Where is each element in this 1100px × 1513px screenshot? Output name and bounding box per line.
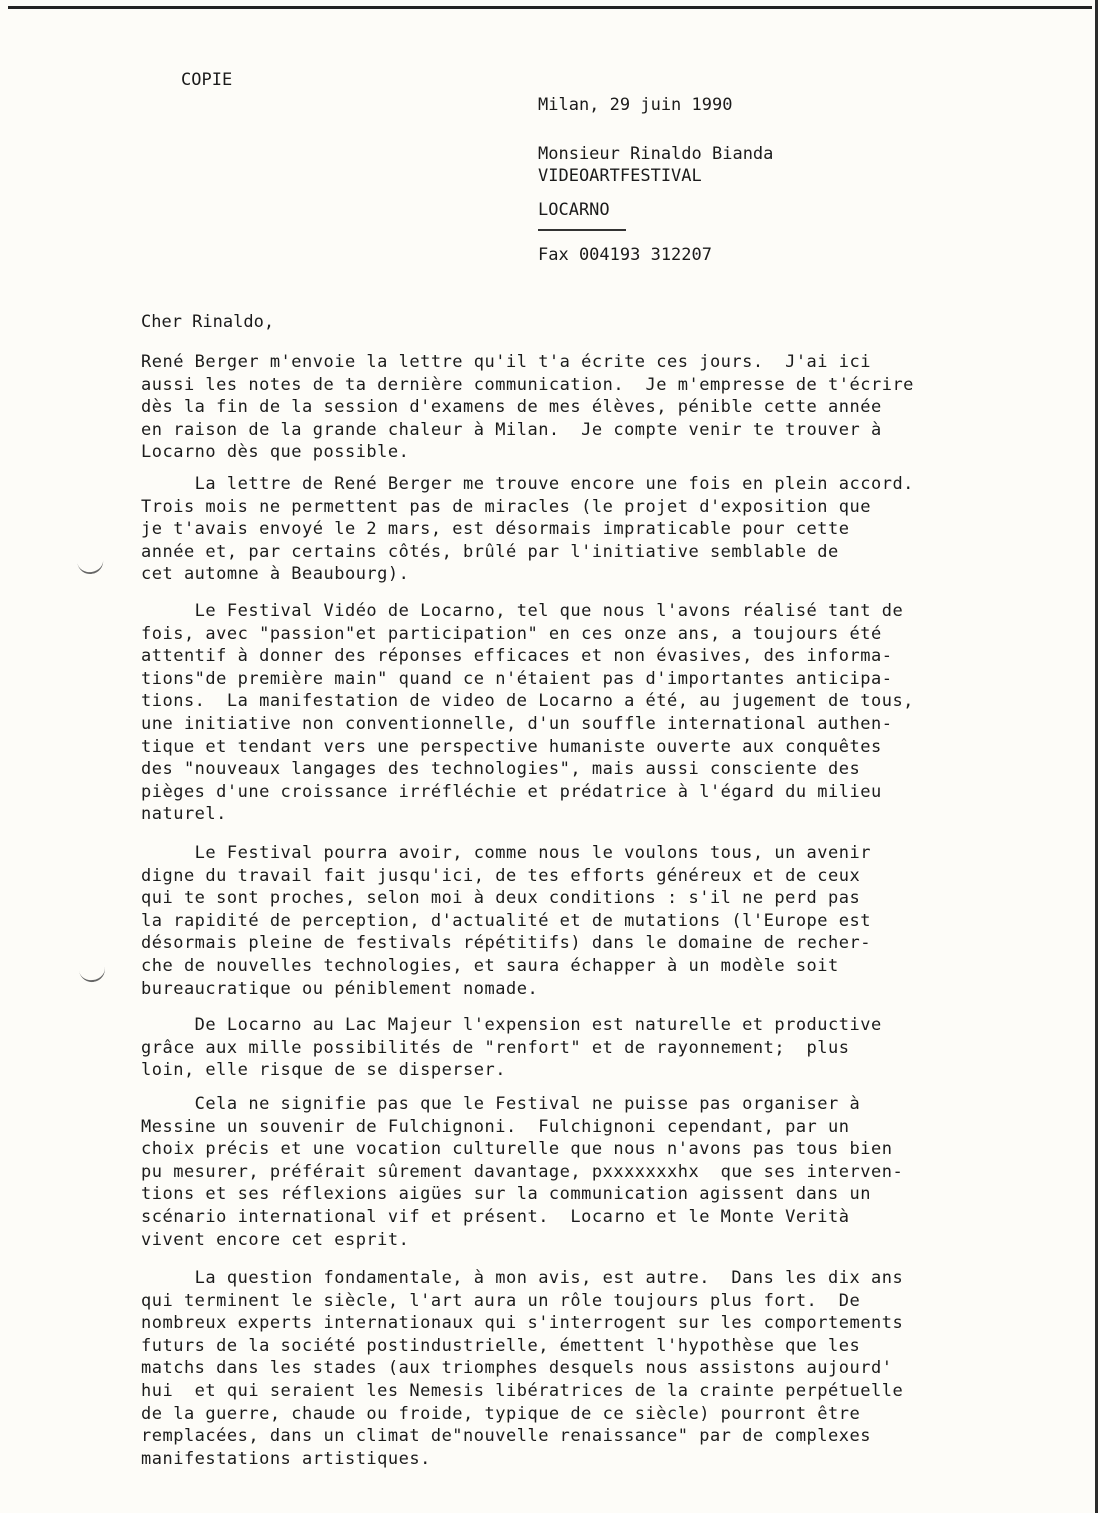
paragraph-line: scénario international vif et présent. Locarno et le Monte Verità bbox=[141, 1207, 850, 1227]
paragraph-line: bureaucratique ou péniblement nomade. bbox=[141, 978, 539, 999]
paragraph-line: attentif à donner des réponses efficaces et non évasives, des informa- bbox=[141, 646, 893, 667]
paragraph-line: Trois mois ne permettent pas de miracles (le projet d'exposition que bbox=[141, 496, 871, 517]
paragraph-line: matchs dans les stades (aux triomphes desquels nous assistons aujourd' bbox=[141, 1358, 893, 1379]
paragraph-line: Cela ne signifie pas que le Festival ne puisse pas organiser à bbox=[141, 1094, 861, 1114]
paragraph-line: qui te sont proches, selon moi à deux conditions : s'il ne perd pas bbox=[141, 888, 861, 909]
paragraph-line: manifestations artistiques. bbox=[141, 1448, 431, 1469]
paragraph-line: Locarno dès que possible. bbox=[141, 442, 410, 463]
paragraph-line: pu mesurer, préférait sûrement davantage, pxxxxxxxhx que ses interven- bbox=[141, 1161, 904, 1182]
punch-hole-mark bbox=[77, 558, 105, 575]
paragraph-line: dès la fin de la session d'examens de mes élèves, pénible cette année bbox=[141, 397, 882, 418]
paragraph-line: une initiative non conventionnelle, d'un souffle international authen- bbox=[141, 714, 893, 734]
paragraph-line: des "nouveaux langages des technologies", mais aussi consciente des bbox=[141, 759, 861, 780]
punch-hole-mark bbox=[79, 966, 107, 984]
paragraph-line: naturel. bbox=[141, 804, 227, 825]
paragraph-line: Messine un souvenir de Fulchignoni. Fulchignoni cependant, par un bbox=[141, 1116, 850, 1137]
salutation: Cher Rinaldo, bbox=[141, 312, 275, 332]
city-underline bbox=[538, 229, 626, 231]
paragraph-line: remplacées, dans un climat de"nouvelle renaissance" par de complexes bbox=[141, 1426, 871, 1447]
paragraph-line: aussi les notes de ta dernière communication. Je m'empresse de t'écrire bbox=[141, 374, 914, 395]
paragraph-line: désormais pleine de festivals répétitifs) dans le domaine de recher- bbox=[141, 933, 871, 954]
paragraph-line: tions et ses réflexions aigües sur la communication agissent dans un bbox=[141, 1184, 871, 1205]
page-right-edge bbox=[1095, 0, 1098, 1513]
paragraph-line: la rapidité de perception, d'actualité et de mutations (l'Europe est bbox=[141, 910, 871, 931]
paragraph-line: che de nouvelles technologies, et saura échapper à un modèle soit bbox=[141, 956, 839, 976]
page-top-edge bbox=[8, 6, 1092, 9]
paragraph-line: choix précis et une vocation culturelle que nous n'avons pas tous bien bbox=[141, 1139, 893, 1160]
recipient-fax: Fax 004193 312207 bbox=[538, 245, 712, 265]
paragraph-line: La lettre de René Berger me trouve encore une fois en plein accord. bbox=[141, 474, 914, 494]
paragraph-line: loin, elle risque de se disperser. bbox=[141, 1060, 506, 1081]
paragraph-line: futurs de la société postindustrielle, émettent l'hypothèse que les bbox=[141, 1335, 861, 1356]
paragraph-line: qui terminent le siècle, l'art aura un rôle toujours plus fort. De bbox=[141, 1290, 861, 1311]
paragraph-line: digne du travail fait jusqu'ici, de tes efforts généreux et de ceux bbox=[141, 865, 861, 886]
letter-date: Milan, 29 juin 1990 bbox=[538, 95, 733, 115]
paragraph-line: Le Festival pourra avoir, comme nous le voulons tous, un avenir bbox=[141, 843, 871, 863]
paragraph-line: nombreux experts internationaux qui s'interrogent sur les comportements bbox=[141, 1313, 904, 1334]
paragraph-line: année et, par certains côtés, brûlé par l'initiative semblable de bbox=[141, 541, 839, 562]
paragraph-line: René Berger m'envoie la lettre qu'il t'a écrite ces jours. J'ai ici bbox=[141, 352, 871, 372]
recipient-name: Monsieur Rinaldo Bianda bbox=[538, 144, 774, 164]
paragraph-line: fois, avec "passion"et participation" en ces onze ans, a toujours été bbox=[141, 623, 882, 644]
paragraph-line: hui et qui seraient les Nemesis libératrices de la crainte perpétuelle bbox=[141, 1381, 904, 1401]
paragraph-line: tions. La manifestation de video de Locarno a été, au jugement de tous, bbox=[141, 691, 914, 712]
copy-label: COPIE bbox=[181, 70, 233, 90]
paragraph-line: tions"de première main" quand ce n'étaient pas d'importantes anticipa- bbox=[141, 668, 893, 689]
paragraph-line: je t'avais envoyé le 2 mars, est désormais impraticable pour cette bbox=[141, 519, 850, 540]
paragraph-line: La question fondamentale, à mon avis, est autre. Dans les dix ans bbox=[141, 1268, 904, 1288]
paragraph-line: De Locarno au Lac Majeur l'expension est naturelle et productive bbox=[141, 1015, 882, 1035]
paragraph-line: grâce aux mille possibilités de "renfort" et de rayonnement; plus bbox=[141, 1037, 850, 1058]
paragraph-line: cet automne à Beaubourg). bbox=[141, 564, 410, 585]
paragraph-line: tique et tendant vers une perspective humaniste ouverte aux conquêtes bbox=[141, 736, 882, 757]
recipient-organization: VIDEOARTFESTIVAL bbox=[538, 166, 702, 186]
paragraph-line: pièges d'une croissance irréfléchie et prédatrice à l'égard du milieu bbox=[141, 781, 882, 802]
paragraph-line: vivent encore cet esprit. bbox=[141, 1229, 410, 1250]
paragraph-line: Le Festival Vidéo de Locarno, tel que nous l'avons réalisé tant de bbox=[141, 601, 904, 621]
recipient-city: LOCARNO bbox=[538, 200, 610, 220]
paragraph-line: de la guerre, chaude ou froide, typique de ce siècle) pourront être bbox=[141, 1403, 861, 1424]
paragraph-line: en raison de la grande chaleur à Milan. Je compte venir te trouver à bbox=[141, 419, 882, 440]
